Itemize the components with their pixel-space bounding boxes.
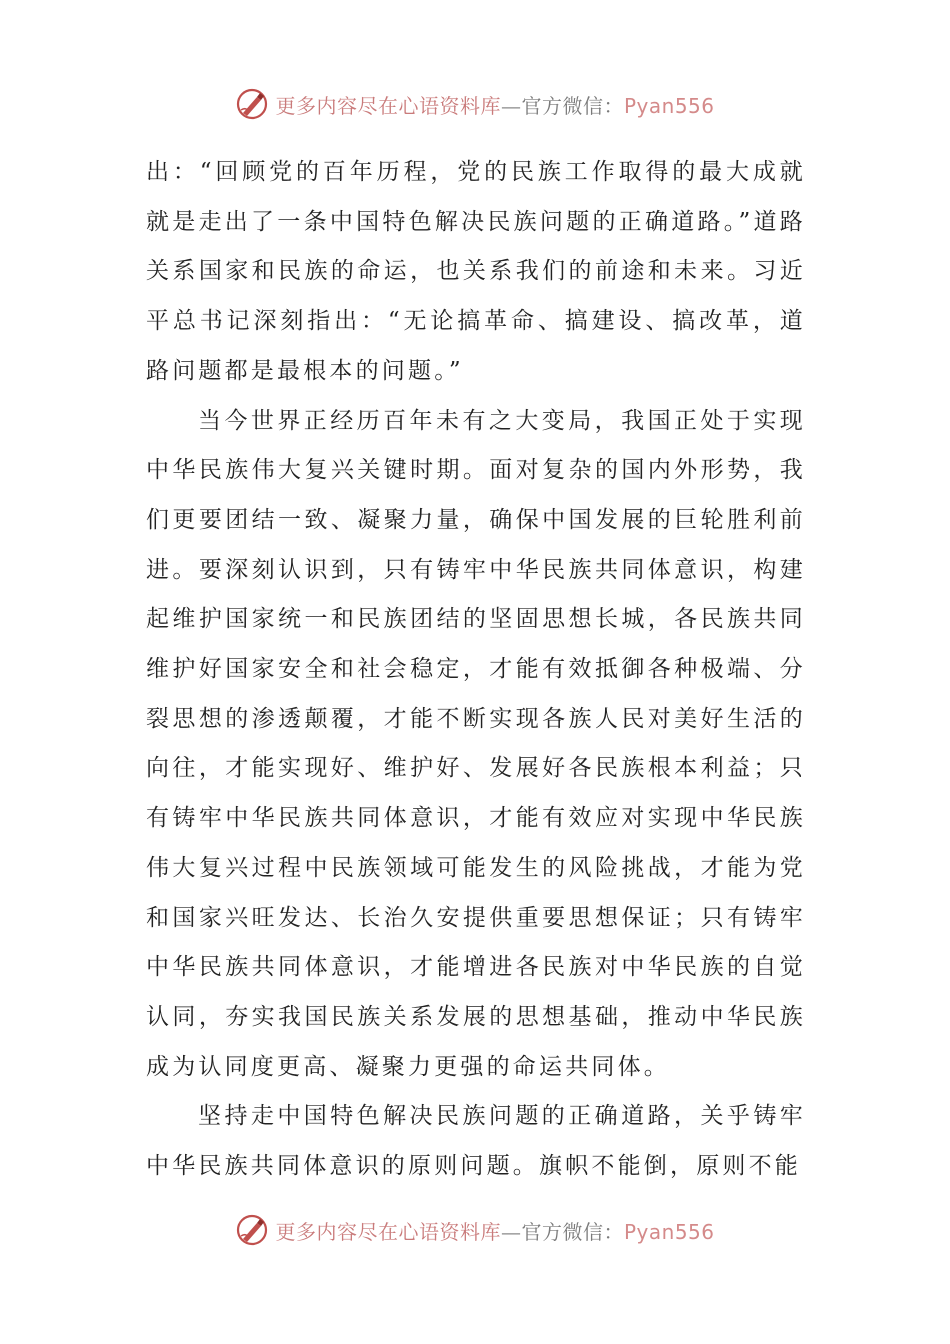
footer-banner-text bbox=[275, 1216, 714, 1245]
footer-official-label: 官方微信： bbox=[521, 1219, 624, 1244]
footer-brand: 更多内容尽在心语资料库 bbox=[275, 1219, 501, 1244]
pen-logo-icon bbox=[235, 87, 269, 121]
pen-logo-icon bbox=[235, 1213, 269, 1247]
footer-separator: — bbox=[500, 1219, 522, 1244]
document-body bbox=[146, 148, 806, 1192]
header-wechat-id: Pyan556 bbox=[623, 93, 715, 118]
footer-banner bbox=[0, 1210, 950, 1250]
paragraph-1: 出：“回顾党的百年历程，党的民族工作取得的最大成就就是走出了一条中国特色解决民族问题的正确道路。”道路关系国家和民族的命运，也关系我们的前途和未来。习近平总书记深刻指出：“无论搞革命、搞建设、搞改革，道路问题都是最根本的问题。” bbox=[146, 159, 806, 384]
header-banner-text bbox=[275, 90, 714, 119]
paragraph-2: 当今世界正经历百年未有之大变局，我国正处于实现中华民族伟大复兴关键时期。面对复杂的国内外形势，我们更要团结一致、凝聚力量，确保中国发展的巨轮胜利前进。要深刻认识到，只有铸牢中华民族共同体意识，构建起维护国家统一和民族团结的坚固思想长城，各民族共同维护好国家安全和社会稳定，才能有效抵御各种极端、分裂思想的渗透颠覆，才能不断实现各族人民对美好生活的向往，才能实现好、维护好、发展好各民族根本利益；只有铸牢中华民族共同体意识，才能有效应对实现中华民族伟大复兴过程中民族领域可能发生的风险挑战，才能为党和国家兴旺发达、长治久安提供重要思想保证；只有铸牢中华民族共同体意识，才能增进各民族对中华民族的自觉认同，夯实我国民族关系发展的思想基础，推动中华民族成为认同度更高、凝聚力更强的命运共同体。 bbox=[146, 407, 806, 1080]
header-banner bbox=[0, 84, 950, 124]
header-brand: 更多内容尽在心语资料库 bbox=[275, 93, 501, 118]
header-official-label: 官方微信： bbox=[521, 93, 624, 118]
footer-wechat-id: Pyan556 bbox=[623, 1219, 715, 1244]
paragraph-3: 坚持走中国特色解决民族问题的正确道路，关乎铸牢中华民族共同体意识的原则问题。旗帜不能倒，原则不能 bbox=[146, 1103, 806, 1180]
header-separator: — bbox=[500, 93, 522, 118]
